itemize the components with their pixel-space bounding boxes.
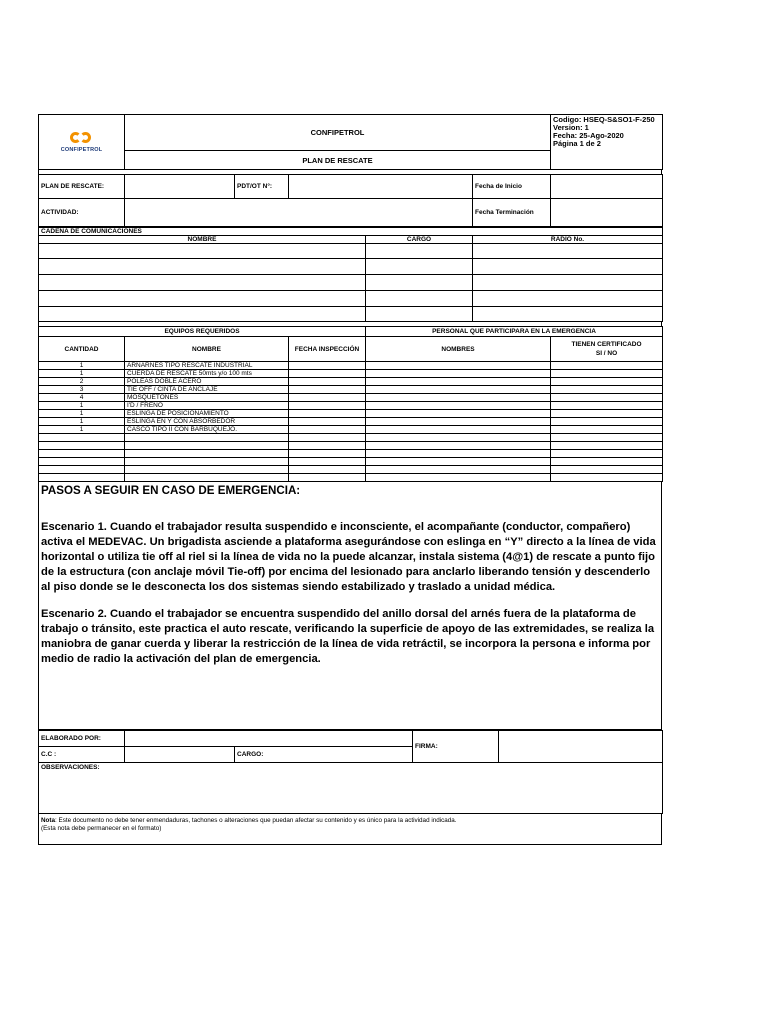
equipment-qty-cell: 3 <box>39 386 125 394</box>
personnel-name-cell[interactable] <box>366 402 551 410</box>
equipment-qty-cell <box>39 442 125 450</box>
equipment-row <box>39 370 663 378</box>
scenario-1-text: Escenario 1. Cuando el trabajador resulta suspendido e inconsciente, el acompañante (conductor, compañero) activa el MEDEVAC. Un brigadista asciende a plataforma asegurándose con eslinga en “Y” directo a la línea de vida horizontal o utiliza tie off al riel si la línea de vida no la puede alcanzar, instala sistema (4@1) de rescate a punto fijo de la estructura (con anclaje móvil Tie-off) por encima del lesionado para anclarlo liberando tensión y descenderlo al piso donde se le desconecta los dos sistemas siendo estabilizado y traslado a unidad médica. <box>41 521 656 593</box>
equipment-row <box>39 410 663 418</box>
equipment-row <box>39 386 663 394</box>
equipment-row <box>39 434 663 442</box>
equipment-qty-cell: 1 <box>39 426 125 434</box>
equipment-name-cell <box>125 442 289 450</box>
comm-name-cell[interactable] <box>39 244 366 259</box>
personnel-name-cell[interactable] <box>366 466 551 474</box>
equipment-name-cell: CASCO TIPO II CON BARBUQUEJO. <box>125 426 289 434</box>
observations-label: OBSERVACIONES: <box>41 764 100 771</box>
equipment-row <box>39 466 663 474</box>
equipment-qty-cell <box>39 466 125 474</box>
company-name: CONFIPETROL <box>125 115 551 151</box>
col-qty-header: CANTIDAD <box>39 337 125 362</box>
logo-text: CONFIPETROL <box>60 147 103 153</box>
inspection-date-cell[interactable] <box>289 442 366 450</box>
steps-title: PASOS A SEGUIR EN CASO DE EMERGENCIA: <box>41 484 301 497</box>
comm-name-cell[interactable] <box>39 259 366 275</box>
comm-name-cell[interactable] <box>39 291 366 307</box>
equipment-qty-cell: 1 <box>39 402 125 410</box>
equipment-qty-cell: 1 <box>39 362 125 370</box>
certificate-cell[interactable] <box>551 386 663 394</box>
footer-note <box>38 814 662 845</box>
comm-role-cell[interactable] <box>366 291 473 307</box>
inspection-date-cell[interactable] <box>289 466 366 474</box>
certificate-cell[interactable] <box>551 450 663 458</box>
prepared-by-field[interactable] <box>125 731 413 747</box>
note-text: : Este documento no debe tener enmendaduras, tachones o alteraciones que puedan afectar su contenido y es único para la actividad indicada. <box>55 817 457 824</box>
observations-field[interactable] <box>39 763 663 814</box>
equipment-row <box>39 474 663 482</box>
personnel-name-cell[interactable] <box>366 378 551 386</box>
personnel-name-cell[interactable] <box>366 370 551 378</box>
equipment-qty-cell: 2 <box>39 378 125 386</box>
equipment-name-cell <box>125 458 289 466</box>
document-date: Fecha: 25-Ago-2020 <box>553 131 624 140</box>
document-title: PLAN DE RESCATE <box>125 151 551 170</box>
equipment-title: EQUIPOS REQUERIDOS <box>39 327 366 337</box>
equipment-name-cell: CUERDA DE RESCATE 50mts y/o 100 mts <box>125 370 289 378</box>
activity-label: ACTIVIDAD: <box>39 199 125 227</box>
personnel-name-cell[interactable] <box>366 434 551 442</box>
plan-field[interactable] <box>125 175 235 199</box>
equipment-row <box>39 450 663 458</box>
col-equipment-name-header: NOMBRE <box>125 337 289 362</box>
certificate-cell[interactable] <box>551 442 663 450</box>
personnel-title: PERSONAL QUE PARTICIPARA EN LA EMERGENCIA <box>366 327 663 337</box>
col-names-header: NOMBRES <box>366 337 551 362</box>
signature-label: FIRMA: <box>413 731 499 763</box>
inspection-date-cell[interactable] <box>289 458 366 466</box>
certificate-header-line1: TIENEN CERTIFICADO <box>571 341 642 348</box>
plan-info-table <box>38 174 663 227</box>
equipment-row <box>39 378 663 386</box>
communication-chain-title: CADENA DE COMUNICACIONES <box>39 228 663 236</box>
document-meta <box>551 115 663 170</box>
equipment-qty-cell <box>39 434 125 442</box>
equipment-row <box>39 442 663 450</box>
equipment-qty-cell: 1 <box>39 410 125 418</box>
comm-radio-cell[interactable] <box>473 275 663 291</box>
equipment-name-cell: POLEAS DOBLE ACERO <box>125 378 289 386</box>
note-text-2: (Esta nota debe permanecer en el formato) <box>41 825 162 832</box>
col-radio-header: RADIO No. <box>473 236 663 244</box>
equipment-row <box>39 418 663 426</box>
equipment-row <box>39 458 663 466</box>
equipment-qty-cell: 1 <box>39 370 125 378</box>
personnel-name-cell[interactable] <box>366 418 551 426</box>
personnel-name-cell[interactable] <box>366 442 551 450</box>
equipment-name-cell <box>125 474 289 482</box>
cc-label: C.C : <box>39 747 125 763</box>
cc-field[interactable] <box>125 747 235 763</box>
equipment-qty-cell <box>39 474 125 482</box>
inspection-date-cell[interactable] <box>289 434 366 442</box>
certificate-cell[interactable] <box>551 426 663 434</box>
personnel-name-cell[interactable] <box>366 450 551 458</box>
personnel-name-cell[interactable] <box>366 362 551 370</box>
document-header <box>38 114 663 170</box>
emergency-steps <box>38 482 662 730</box>
col-inspection-date-header: FECHA INSPECCIÓN <box>289 337 366 362</box>
note-label: Nota <box>41 817 55 824</box>
start-date-label: Fecha de Inicio <box>473 175 551 199</box>
equipment-row <box>39 394 663 402</box>
equipment-name-cell: I'D / FRENO <box>125 402 289 410</box>
logo-icon <box>70 131 94 145</box>
scenario-2-text: Escenario 2. Cuando el trabajador se encuentra suspendido del anillo dorsal del arnés fuera de la plataforma de trabajo o tránsito, este practica el auto rescate, verificando la superficie de apoyo de las extremidades, se realiza la maniobra de ganar cuerda y liberar la restricción de la línea de vida retráctil, se incorpora la persona e informa por medio de radio la activación del plan de emergencia. <box>41 608 655 665</box>
comm-name-cell[interactable] <box>39 275 366 291</box>
equipment-name-cell: TIE OFF / CINTA DE ANCLAJE <box>125 386 289 394</box>
plan-label: PLAN DE RESCATE: <box>39 175 125 199</box>
certificate-cell[interactable] <box>551 418 663 426</box>
comm-role-cell[interactable] <box>366 244 473 259</box>
comm-radio-cell[interactable] <box>473 259 663 275</box>
inspection-date-cell[interactable] <box>289 450 366 458</box>
comm-role-cell[interactable] <box>366 275 473 291</box>
equipment-qty-cell <box>39 450 125 458</box>
equipment-table <box>38 326 663 482</box>
col-certificate-header <box>551 337 663 362</box>
inspection-date-cell[interactable] <box>289 378 366 386</box>
equipment-row <box>39 362 663 370</box>
role-label: CARGO: <box>235 747 413 763</box>
inspection-date-cell[interactable] <box>289 418 366 426</box>
certificate-cell[interactable] <box>551 394 663 402</box>
inspection-date-cell[interactable] <box>289 386 366 394</box>
end-date-label: Fecha Terminación <box>473 199 551 227</box>
personnel-name-cell[interactable] <box>366 386 551 394</box>
equipment-name-cell: ESLINGA EN Y CON ABSORBEDOR <box>125 418 289 426</box>
pdt-label: PDT/OT N°: <box>235 175 289 199</box>
col-role-header: CARGO <box>366 236 473 244</box>
company-logo <box>39 115 125 170</box>
personnel-name-cell[interactable] <box>366 394 551 402</box>
certificate-cell[interactable] <box>551 458 663 466</box>
comm-role-cell[interactable] <box>366 307 473 322</box>
document-code: Codigo: HSEQ-S&SO1-F-250 <box>553 115 655 124</box>
communication-chain-table <box>38 227 663 322</box>
certificate-cell[interactable] <box>551 362 663 370</box>
inspection-date-cell[interactable] <box>289 394 366 402</box>
inspection-date-cell[interactable] <box>289 474 366 482</box>
equipment-name-cell: MOSQUETONES <box>125 394 289 402</box>
certificate-cell[interactable] <box>551 466 663 474</box>
prepared-by-label: ELABORADO POR: <box>39 731 125 747</box>
equipment-qty-cell: 4 <box>39 394 125 402</box>
certificate-cell[interactable] <box>551 402 663 410</box>
personnel-name-cell[interactable] <box>366 458 551 466</box>
col-name-header: NOMBRE <box>39 236 366 244</box>
comm-radio-cell[interactable] <box>473 244 663 259</box>
start-date-field[interactable] <box>551 175 663 199</box>
personnel-name-cell[interactable] <box>366 426 551 434</box>
certificate-cell[interactable] <box>551 370 663 378</box>
comm-role-cell[interactable] <box>366 259 473 275</box>
inspection-date-cell[interactable] <box>289 410 366 418</box>
inspection-date-cell[interactable] <box>289 362 366 370</box>
equipment-name-cell: ARNARNES TIPO RESCATE INDUSTRIAL <box>125 362 289 370</box>
equipment-name-cell <box>125 466 289 474</box>
inspection-date-cell[interactable] <box>289 402 366 410</box>
document-version: Version: 1 <box>553 123 589 132</box>
inspection-date-cell[interactable] <box>289 370 366 378</box>
comm-name-cell[interactable] <box>39 307 366 322</box>
comm-radio-cell[interactable] <box>473 307 663 322</box>
signature-table <box>38 730 663 814</box>
equipment-name-cell <box>125 434 289 442</box>
equipment-row <box>39 402 663 410</box>
signature-field[interactable] <box>499 731 663 763</box>
certificate-cell[interactable] <box>551 410 663 418</box>
equipment-rows <box>39 362 663 482</box>
activity-field[interactable] <box>125 199 473 227</box>
equipment-qty-cell <box>39 458 125 466</box>
equipment-row <box>39 426 663 434</box>
equipment-qty-cell: 1 <box>39 418 125 426</box>
end-date-field[interactable] <box>551 199 663 227</box>
inspection-date-cell[interactable] <box>289 426 366 434</box>
certificate-header-line2: SI / NO <box>595 350 618 357</box>
pdt-field[interactable] <box>289 175 473 199</box>
certificate-cell[interactable] <box>551 474 663 482</box>
certificate-cell[interactable] <box>551 378 663 386</box>
equipment-name-cell <box>125 450 289 458</box>
certificate-cell[interactable] <box>551 434 663 442</box>
equipment-name-cell: ESLINGA DE POSICIONAMIENTO <box>125 410 289 418</box>
personnel-name-cell[interactable] <box>366 410 551 418</box>
rescue-plan-form <box>38 114 662 845</box>
document-page: Página 1 de 2 <box>553 139 601 148</box>
personnel-name-cell[interactable] <box>366 474 551 482</box>
comm-radio-cell[interactable] <box>473 291 663 307</box>
